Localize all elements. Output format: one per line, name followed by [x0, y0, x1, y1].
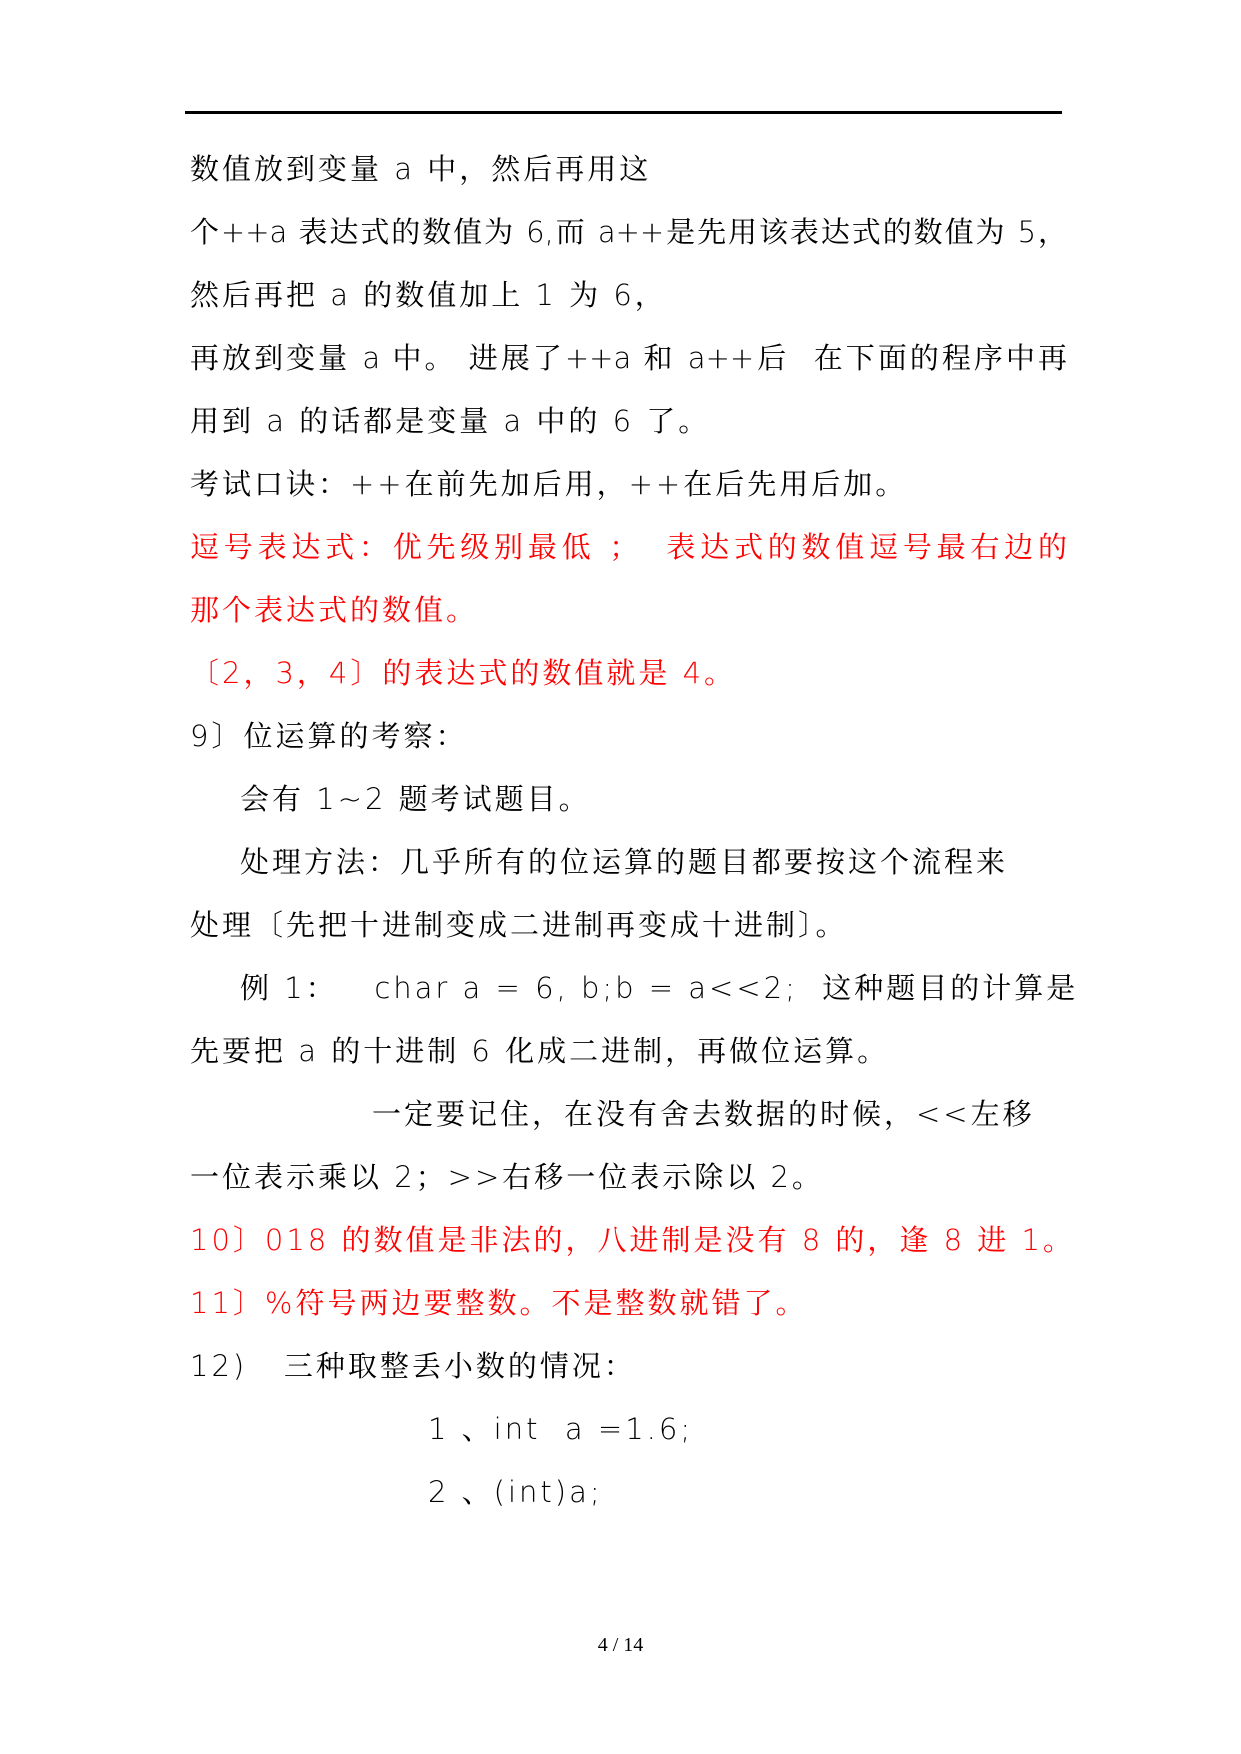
text-line: 先要把 a 的十进制 6 化成二进制，再做位运算。 — [190, 1034, 890, 1068]
text-line: 再放到变量 a 中。 进展了++a 和 a++后 在下面的程序中再 — [190, 341, 1067, 375]
header-rule — [185, 111, 1062, 114]
text-line: 一位表示乘以 2；>>右移一位表示除以 2。 — [190, 1160, 824, 1194]
text-line: 例 1： char a = 6, b;b = a<<2; 这种题目的计算是 — [240, 971, 1079, 1005]
text-line-highlight: 逗号表达式：优先级别最低 ； 表达式的数值逗号最右边的 — [190, 530, 1067, 564]
text-line-highlight: 〔2，3，4〕的表达式的数值就是 4。 — [190, 656, 737, 690]
text-line-highlight: 11〕%符号两边要整数。不是整数就错了。 — [190, 1286, 808, 1320]
text-line: 处理〔先把十进制变成二进制再变成十进制〕。 — [190, 908, 848, 942]
text-line: 一定要记住，在没有舍去数据的时候，<<左移 — [372, 1097, 1035, 1131]
text-line: 9〕位运算的考察： — [190, 719, 468, 753]
text-line: 会有 1~2 题考试题目。 — [240, 782, 591, 816]
text-line: 考试口诀：++在前先加后用，++在后先用后加。 — [190, 467, 908, 501]
text-line: 12) 三种取整丢小数的情况： — [190, 1349, 636, 1383]
text-line: 处理方法：几乎所有的位运算的题目都要按这个流程来 — [240, 845, 1009, 879]
page-number: 4 / 14 — [597, 1634, 644, 1656]
text-line: 2 、(int)a; — [428, 1475, 603, 1509]
text-line-highlight: 10〕018 的数值是非法的，八进制是没有 8 的，逢 8 进 1。 — [190, 1223, 1075, 1257]
text-line: 用到 a 的话都是变量 a 中的 6 了。 — [190, 404, 711, 438]
text-line: 1 、int a =1.6; — [428, 1412, 694, 1446]
text-line: 然后再把 a 的数值加上 1 为 6， — [190, 278, 667, 312]
text-line: 个++a 表达式的数值为 6,而 a++是先用该表达式的数值为 5， — [190, 215, 1067, 249]
text-line-highlight: 那个表达式的数值。 — [190, 593, 479, 627]
text-line: 数值放到变量 a 中，然后再用这 — [190, 152, 652, 186]
